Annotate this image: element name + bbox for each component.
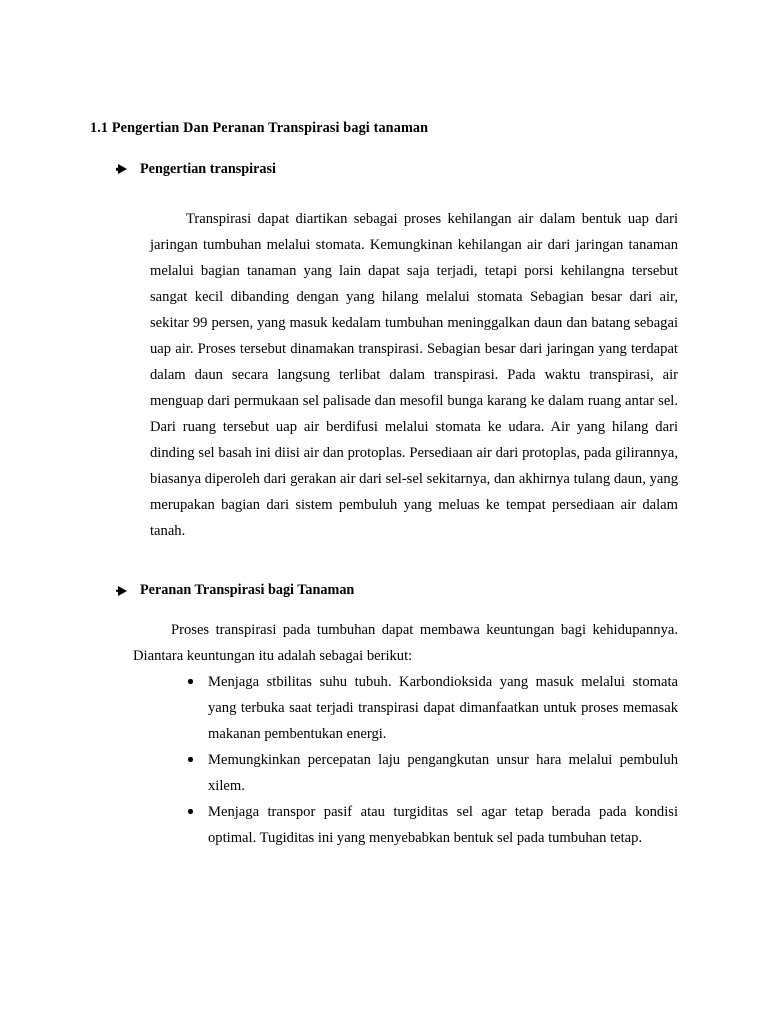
list-item bbox=[90, 669, 678, 747]
bullet-dot-icon bbox=[188, 757, 193, 762]
list-item-text: Memungkinkan percepatan laju pengangkutan unsur hara melalui pembuluh xilem. bbox=[208, 752, 678, 795]
subsection-heading-label: Pengertian transpirasi bbox=[140, 160, 276, 177]
arrow-bullet-icon bbox=[118, 586, 127, 596]
benefits-list bbox=[90, 669, 678, 851]
spacer bbox=[90, 544, 678, 580]
bullet-dot-icon bbox=[188, 809, 193, 814]
list-item bbox=[90, 747, 678, 799]
page-title: 1.1 Pengertian Dan Peranan Transpirasi bagi tanaman bbox=[90, 120, 429, 136]
subsection-heading-peranan bbox=[90, 580, 678, 601]
bullet-dot-icon bbox=[188, 679, 193, 684]
list-item bbox=[90, 799, 678, 851]
list-item-text: Menjaga transpor pasif atau turgiditas sel agar tetap berada pada kondisi optimal. Tugiditas ini yang menyebabkan bentuk sel pada tumbuhan tetap. bbox=[208, 804, 678, 847]
spacer bbox=[90, 190, 678, 206]
arrow-bullet-icon bbox=[118, 164, 127, 174]
list-item-text: Menjaga stbilitas suhu tubuh. Karbondioksida yang masuk melalui stomata yang terbuka saat terjadi transpirasi dapat dimanfaatkan untuk proses memasak makanan pembentukan energi. bbox=[208, 674, 678, 743]
subsection-heading-pengertian bbox=[90, 159, 678, 180]
subsection-heading-label: Peranan Transpirasi bagi Tanaman bbox=[140, 581, 355, 598]
document-content bbox=[90, 118, 678, 851]
paragraph-pengertian-transpirasi: Transpirasi dapat diartikan sebagai proses kehilangan air dalam bentuk uap dari jaringan tumbuhan melalui stomata. Kemungkinan kehilangan air dari jaringan tanaman melalui bagian tanaman yang lain dapat saja terjadi, tetapi porsi kehilangna tersebut sangat kecil dibanding dengan yang hilang melalui stomata Sebagian besar dari air, sekitar 99 persen, yang masuk kedalam tumbuhan meninggalkan daun dan batang sebagai uap air. Proses tersebut dinamakan transpirasi. Sebagian besar dari jaringan yang terdapat dalam daun secara langsung terlibat dalam transpirasi. Pada waktu transpirasi, air menguap dari permukaan sel palisade dan mesofil bunga karang ke dalam ruang antar sel. Dari ruang tersebut uap air berdifusi melalui stomata ke udara. Air yang hilang dari dinding sel basah ini diisi air dan protoplas. Persediaan air dari protoplas, pada gilirannya, biasanya diperoleh dari gerakan air dari sel-sel sekitarnya, dan akhirnya tulang daun, yang merupakan bagian dari sistem pembuluh yang meluas ke tempat persediaan air dalam tanah. bbox=[150, 210, 678, 539]
paragraph-peranan-intro: Proses transpirasi pada tumbuhan dapat membawa keuntungan bagi kehidupannya. Diantara keuntungan itu adalah sebagai berikut: bbox=[133, 622, 678, 665]
